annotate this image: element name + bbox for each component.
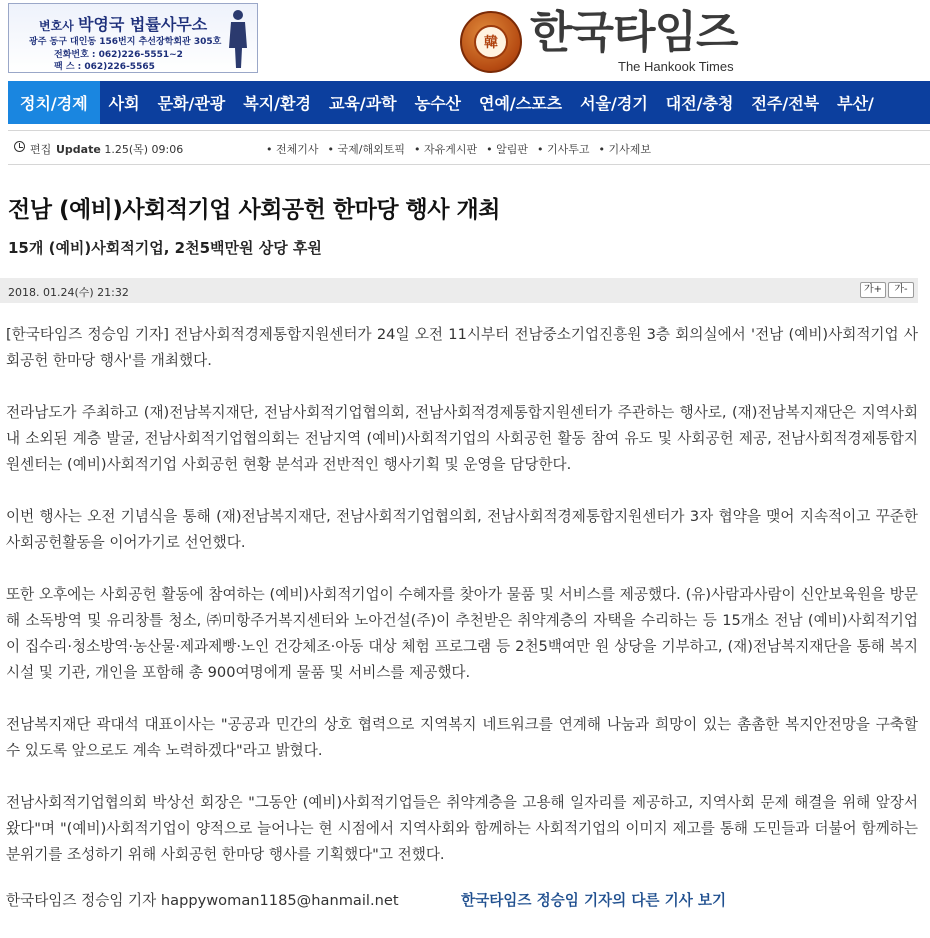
update-info: Update 1.25(목) 09:06: [56, 143, 184, 156]
nav-item-culture-tourism[interactable]: 문화/관광: [157, 94, 226, 113]
more-articles-link[interactable]: 한국타임즈 정승임 기자의 다른 기사 보기: [461, 892, 727, 909]
article-paragraph: 이번 행사는 오전 기념식을 통해 (재)전남복지재단, 전남사회적기업협의회, 전남사회적경제통합지원센터가 3자 협약을 맺어 지속적이고 꾸준한 사회공헌활동을 이어가기로 선언했다.: [6, 508, 918, 551]
article-paragraph: [한국타임즈 정승임 기자] 전남사회적경제통합지원센터가 24일 오전 11시부터 전남중소기업진흥원 3층 회의실에서 '전남 (예비)사회적기업 사회공헌 한마당 행사'를 개최했다.: [6, 326, 918, 369]
article-subtitle: 15개 (예비)사회적기업, 2천5백만원 상당 후원: [8, 239, 322, 257]
article-title: 전남 (예비)사회적기업 사회공헌 한마당 행사 개최: [8, 197, 500, 223]
nav-item-society[interactable]: 사회: [108, 94, 140, 113]
logo-subtitle: The Hankook Times: [618, 59, 734, 74]
link-article-submit[interactable]: • 기사투고: [536, 143, 590, 156]
article-byline: 한국타임즈 정승임 기자 happywoman1185@hanmail.net: [6, 892, 399, 909]
ad-contact: 전화번호 : 062)226-5551~2 팩 스 : 062)226-5565: [54, 50, 183, 72]
font-decrease-button[interactable]: 가-: [888, 282, 914, 298]
nav-item-education-science[interactable]: 교육/과학: [328, 94, 397, 113]
main-nav: [8, 81, 930, 124]
article-paragraph: 전남복지재단 곽대석 대표이사는 "공공과 민간의 상호 협력으로 지역복지 네트워크를 연계해 나눔과 희망이 있는 촘촘한 복지안전망을 구축할 수 있도록 앞으로도 계속 노력하겠다"라고 밝혔다.: [6, 716, 918, 759]
article-body: [6, 322, 918, 894]
quick-links: [266, 141, 660, 157]
clock-icon: [14, 141, 25, 152]
nav-item-entertainment-sports[interactable]: 연예/스포츠: [478, 94, 563, 113]
article-paragraph: 전라남도가 주최하고 (재)전남복지재단, 전남사회적기업협의회, 전남사회적경제통합지원센터가 주관하는 행사로, (재)전남복지재단은 지역사회 내 소외된 계층 발굴, 전남사회적기업협의회는 전남지역 (예비)사회적기업의 사회공헌 활동 참여 유도 및 사회공헌 제공, 전남사회적경제통합지원센터는 (예비)사회적기업 사회공헌 현황 분석과 전반적인 행사기획 및 운영을 담당한다.: [6, 404, 918, 473]
edit-label: 편집: [30, 143, 52, 156]
nav-item-seoul-gyeonggi[interactable]: 서울/경기: [580, 94, 648, 113]
link-free-board[interactable]: • 자유게시판: [413, 143, 478, 156]
nav-item-agriculture[interactable]: 농수산: [414, 94, 461, 113]
nav-item-busan[interactable]: 부산/: [837, 94, 874, 113]
link-international[interactable]: • 국제/해외토픽: [327, 143, 405, 156]
nav-item-jeonju-jeonbuk[interactable]: 전주/전북: [751, 94, 820, 113]
nav-item-welfare-environment[interactable]: 복지/환경: [243, 94, 311, 113]
nav-item-politics-economy[interactable]: 정치/경제: [8, 81, 100, 124]
ad-title: 변호사 박영국 법률사무소: [39, 15, 208, 34]
logo-title: 한국타임즈: [530, 7, 738, 58]
article-paragraph: 또한 오후에는 사회공헌 활동에 참여하는 (예비)사회적기업이 수혜자를 찾아가 물품 및 서비스를 제공했다. (유)사람과사람이 신안보육원을 방문해 소독방역 및 유리창틀 청소, ㈜미항주거복지센터와 노아건설(주)이 추천받은 취약계층의 자택을 수리하는 등 15개소 전남 (예비)사회적기업이 집수리·청소방역·농산물·제과제빵·노인 건강체조·아동 대상 체험 프로그램 등 2천5백여만 원 상당을 기부하고, (재)전남복지재단을 통해 복지시설 및 기관, 개인을 포함해 총 900여명에게 물품 및 서비스를 제공했다.: [6, 586, 918, 681]
link-news-tip[interactable]: • 기사제보: [598, 143, 651, 156]
article-date: 2018. 01.24(수) 21:32: [8, 286, 129, 299]
sub-bar: [8, 130, 930, 165]
link-all-articles[interactable]: • 전체기사: [266, 143, 319, 156]
font-increase-button[interactable]: 가+: [860, 282, 886, 298]
article-paragraph: 전남사회적기업협의회 박상선 회장은 "그동안 (예비)사회적기업들은 취약계층을 고용해 일자리를 제공하고, 지역사회 문제 해결을 위해 앞장서왔다"며 "(예비)사회적기업이 양적으로 늘어나는 현 시점에서 지역사회와 함께하는 사회적기업의 이미지 제고를 통해 도민들과 더불어 함께하는 분위기를 조성하기 위해 사회공헌 한마당 행사를 기획했다"고 전했다.: [6, 794, 918, 863]
link-notice-board[interactable]: • 알림판: [486, 143, 528, 156]
law-office-ad-banner[interactable]: [8, 3, 258, 73]
nav-item-daejeon-chungcheong[interactable]: 대전/충청: [665, 94, 734, 113]
ad-address: 광주 동구 대인동 156번지 추선장학회관 305호: [29, 37, 222, 47]
site-logo[interactable]: [460, 5, 760, 77]
lawyer-figure-icon: [227, 8, 249, 70]
article-meta-bar: [0, 278, 918, 303]
logo-seal-icon: 韓: [460, 11, 522, 73]
